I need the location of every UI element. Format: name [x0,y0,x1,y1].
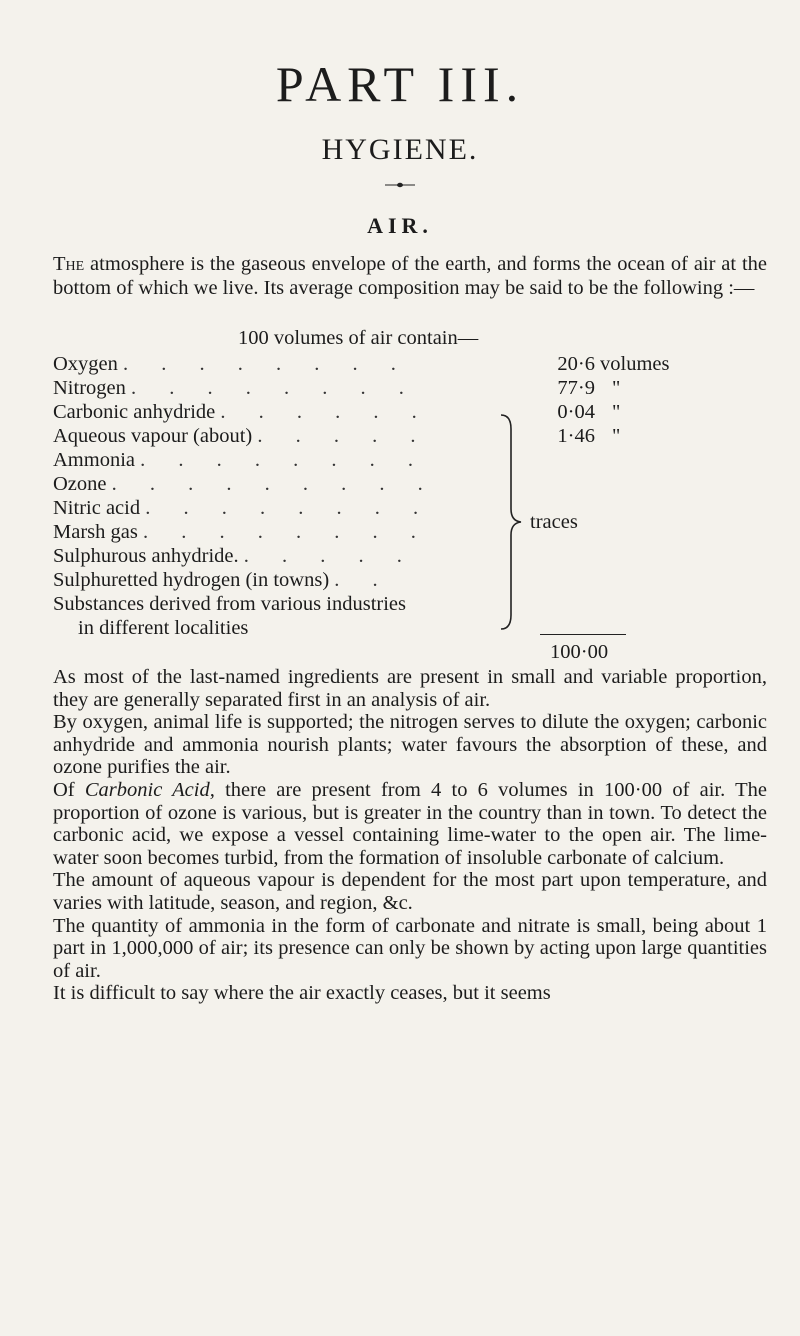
traces-label: traces [530,511,578,533]
paragraph: By oxygen, animal life is supported; the nitrogen serves to dilute the oxygen; carbonic anhydride and ammonia nourish plants; water favours the absorption of these, and ozone purifies the air. [53,711,767,779]
composition-heading: 100 volumes of air contain— [238,327,479,349]
composition-row: in different localities [78,617,249,639]
composition-row: Substances derived from various industries [53,593,406,615]
intro-first-word: The [53,253,85,275]
traces-brace [497,413,523,631]
composition-row: Nitrogen . . . . . . . . [53,377,418,399]
paragraph: The amount of aqueous vapour is dependent for the most part upon temperature, and varies with latitude, season, and region, &c. [53,869,767,914]
ornament-divider [385,180,415,190]
intro-paragraph [53,252,767,300]
composition-value: 20·6 [557,353,595,375]
paragraph: As most of the last-named ingredients are present in small and variable proportion, they are generally separated first in an analysis of air. [53,666,767,711]
composition-row: Sulphuretted hydrogen (in towns) . . [53,569,392,591]
paragraph: It is difficult to say where the air exactly ceases, but it seems [53,982,551,1005]
subsection-title: AIR. [367,213,433,238]
composition-row: Carbonic anhydride . . . . . . [53,401,431,423]
emphasis: Carbonic Acid, [84,778,215,801]
part-title: PART III. [275,56,525,112]
composition-unit: " [612,377,621,399]
total-rule [540,634,626,635]
intro-text: atmosphere is the gaseous envelope of the earth, and forms the ocean of air at the bottom of which we live. Its average composition may be said to be the following :— [53,253,767,299]
composition-row: Oxygen . . . . . . . . [53,353,410,375]
composition-unit: " [612,425,621,447]
paragraph: Of Carbonic Acid, there are present from 4 to 6 volumes in 100·00 of air. The proportion of ozone is various, but is greater in the country than in town. To detect the carbonic acid, we expose a vessel containing lime-water to the open air. The lime-water soon becomes turbid, from the formation of insoluble carbonate of calcium. [53,778,767,869]
composition-unit: volumes [600,353,670,375]
composition-row: Nitric acid . . . . . . . . [53,497,433,519]
composition-value: 0·04 [557,401,595,423]
composition-row: Sulphurous anhydride. . . . . . [53,545,416,567]
composition-unit: " [612,401,621,423]
body-text [53,666,767,1005]
paragraph: The quantity of ammonia in the form of carbonate and nitrate is small, being about 1 part in 1,000,000 of air; its presence can only be shown by acting upon large quantities of air. [53,914,767,982]
composition-value: 77·9 [557,377,595,399]
composition-value: 1·46 [557,425,595,447]
composition-row: Marsh gas . . . . . . . . [53,521,430,543]
composition-row: Ozone . . . . . . . . . [53,473,437,495]
composition-row: Aqueous vapour (about) . . . . . [53,425,430,447]
composition-row: Ammonia . . . . . . . . [53,449,427,471]
composition-total: 100·00 [550,641,609,663]
section-title: HYGIENE. [321,133,479,166]
